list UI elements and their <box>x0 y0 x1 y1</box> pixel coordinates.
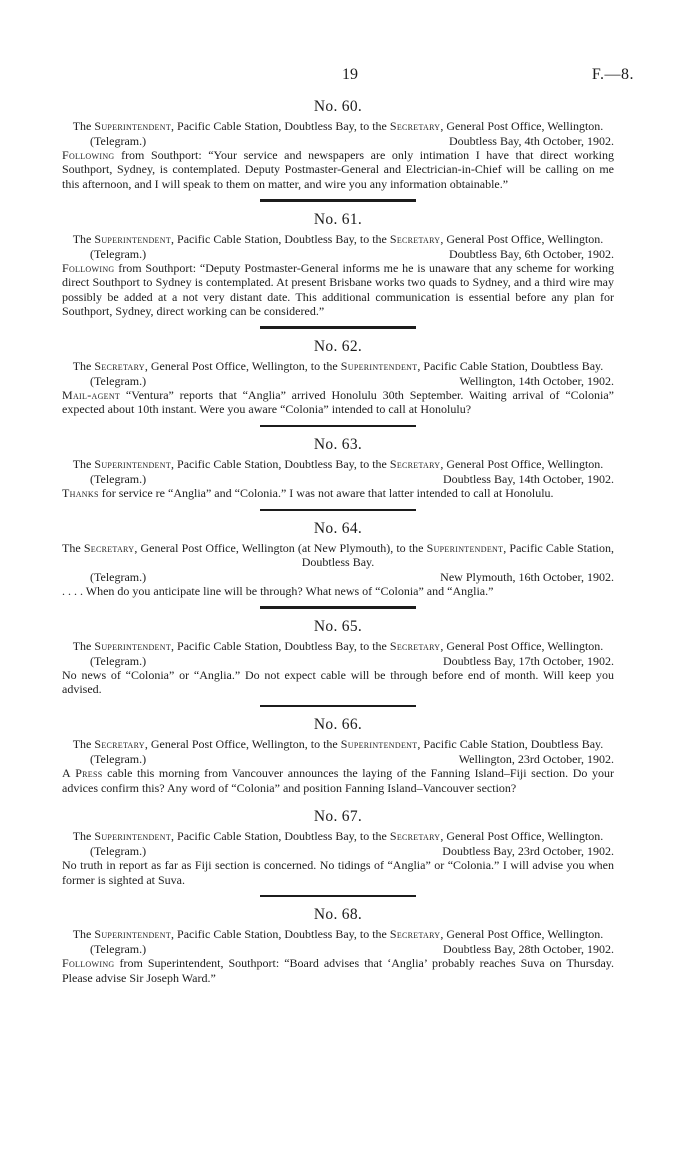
entry-heading <box>62 119 614 133</box>
entry-text: . . . . When do you anticipate line will be through? What news of “Colonia” and “Anglia.” <box>62 584 494 599</box>
heading-suffix: , General Post Office, Wellington. <box>440 231 604 246</box>
entry-place-date: New Plymouth, 16th October, 1902. <box>440 570 614 585</box>
entry-text: No news of “Colonia” or “Anglia.” Do not expect cable will be through before end of month. Will keep you advised. <box>62 667 614 697</box>
entry-text: for service re “Anglia” and “Colonia.” I was not aware that latter intended to call at Honolulu. <box>98 486 554 501</box>
heading-prefix: The <box>72 829 95 844</box>
heading-prefix: The <box>72 638 95 653</box>
telegram-entry <box>62 337 614 427</box>
entry-body <box>62 858 614 887</box>
entry-body <box>62 766 614 795</box>
heading-suffix: , Pacific Cable Station, Doubtless Bay. <box>417 358 604 373</box>
heading-prefix: The <box>72 737 95 752</box>
heading-recipient: Superintendent <box>340 358 418 373</box>
heading-sender: Superintendent <box>94 119 172 133</box>
heading-recipient: Secretary <box>389 927 441 942</box>
entry-lead: Following <box>62 260 115 275</box>
telegram-entry <box>62 519 614 609</box>
heading-middle: , Pacific Cable Station, Doubtless Bay, to the <box>171 457 390 472</box>
entry-body <box>62 668 614 697</box>
heading-recipient: Secretary <box>389 231 441 246</box>
entry-text: from Southport: “Your service and newspapers are only intimation I have that direct working Southport, Sydney, is contemplated. Deputy Postmaster-General and Electrician-in-Chief will be calling on me this afternoon, and I will speak to them on matter, and wire you any information obtainable.” <box>62 148 614 191</box>
entry-kind: (Telegram.) <box>90 134 147 148</box>
entry-number: No. 68. <box>313 906 363 924</box>
entry-lead: A Press <box>62 766 103 781</box>
heading-prefix: The <box>72 457 95 472</box>
entry-place-date: Wellington, 23rd October, 1902. <box>458 752 614 767</box>
entry-heading <box>62 639 614 653</box>
heading-recipient: Superintendent <box>426 541 504 556</box>
heading-prefix: The <box>72 119 95 133</box>
entry-text: from Southport: “Deputy Postmaster-General informs me he is unaware that any scheme for working direct Southport to Sydney is contemplated. At present Brisbane works two quads to Sydney, and a third wire may possibly be added at a not very distant date. This additional communication is essential before any plan for Southport, Sydney, direct working can be considered.” <box>62 260 614 318</box>
entry-heading <box>62 829 614 843</box>
entry-body <box>62 261 614 319</box>
entry-meta <box>62 134 614 148</box>
entry-place-date: Doubtless Bay, 23rd October, 1902. <box>442 844 614 859</box>
section-rule <box>260 606 416 609</box>
heading-recipient: Secretary <box>389 119 441 133</box>
entry-place-date: Doubtless Bay, 6th October, 1902. <box>448 246 614 261</box>
section-spacer <box>62 795 614 807</box>
section-rule <box>260 326 416 329</box>
entry-meta <box>62 752 614 766</box>
heading-sender: Superintendent <box>94 829 172 844</box>
heading-recipient: Secretary <box>389 638 441 653</box>
entry-body <box>62 148 614 191</box>
entry-kind: (Telegram.) <box>90 246 147 261</box>
entry-number: No. 63. <box>313 436 363 454</box>
entry-heading <box>62 232 614 246</box>
entry-lead: Thanks <box>62 486 99 501</box>
section-rule <box>260 199 416 202</box>
heading-suffix: , General Post Office, Wellington. <box>440 119 604 133</box>
heading-recipient: Secretary <box>389 457 441 472</box>
entry-kind: (Telegram.) <box>90 942 147 957</box>
entry-place-date: Doubtless Bay, 28th October, 1902. <box>442 942 614 957</box>
entry-lead: Following <box>62 148 115 162</box>
heading-sender: Superintendent <box>94 927 172 942</box>
entry-body <box>62 584 614 598</box>
entry-kind: (Telegram.) <box>90 653 147 668</box>
heading-middle: , Pacific Cable Station, Doubtless Bay, to the <box>171 119 390 133</box>
page-reference: F.—8. <box>591 66 634 83</box>
telegram-entry <box>62 617 614 707</box>
heading-prefix: The <box>72 231 95 246</box>
heading-suffix: , General Post Office, Wellington. <box>440 927 604 942</box>
entry-number: No. 65. <box>313 617 363 635</box>
heading-suffix: , Pacific Cable Station, Doubtless Bay. <box>301 541 615 570</box>
entry-number: No. 66. <box>313 716 363 734</box>
entry-text: from Superintendent, Southport: “Board advises that ‘Anglia’ probably reaches Suva on Thursday. Please advise Sir Joseph Ward.” <box>62 956 614 985</box>
entry-kind: (Telegram.) <box>90 752 147 767</box>
heading-suffix: , General Post Office, Wellington. <box>440 829 604 844</box>
entry-body <box>62 486 614 500</box>
entry-kind: (Telegram.) <box>90 844 147 859</box>
entry-lead: Following <box>62 956 115 971</box>
heading-sender: Superintendent <box>94 638 172 653</box>
heading-suffix: , Pacific Cable Station, Doubtless Bay. <box>417 737 604 752</box>
entry-text: “Ventura” reports that “Anglia” arrived Honolulu 30th September. Waiting arrival of “Colonia” expected about 10th instant. Were you aware “Colonia” intended to call at Honolulu? <box>62 387 614 417</box>
heading-middle: , General Post Office, Wellington, to the <box>144 358 341 373</box>
entry-place-date: Doubtless Bay, 4th October, 1902. <box>448 134 614 148</box>
page-number: 19 <box>342 66 358 83</box>
telegram-entry <box>62 715 614 807</box>
heading-suffix: , General Post Office, Wellington. <box>440 457 604 472</box>
entry-meta <box>62 247 614 261</box>
heading-sender: Secretary <box>94 737 145 752</box>
entry-lead: Mail-agent <box>62 387 121 402</box>
heading-middle: , General Post Office, Wellington (at New Plymouth), to the <box>134 541 427 556</box>
telegram-entry <box>62 97 614 202</box>
entry-heading <box>62 457 614 471</box>
entry-place-date: Doubtless Bay, 14th October, 1902. <box>442 472 614 487</box>
heading-prefix: The <box>72 358 95 373</box>
entry-heading <box>62 359 614 373</box>
entry-number: No. 64. <box>313 520 363 538</box>
entry-kind: (Telegram.) <box>90 472 147 487</box>
heading-middle: , Pacific Cable Station, Doubtless Bay, to the <box>171 231 390 246</box>
heading-middle: , Pacific Cable Station, Doubtless Bay, to the <box>171 829 390 844</box>
entry-meta <box>62 942 614 956</box>
entry-text: No truth in report as far as Fiji section is concerned. No tidings of “Anglia” or “Colonia.” I will advise you when former is sighted at Suva. <box>62 858 614 887</box>
telegram-list <box>62 97 614 985</box>
entry-number: No. 62. <box>313 337 363 355</box>
entry-kind: (Telegram.) <box>90 373 147 388</box>
heading-suffix: , General Post Office, Wellington. <box>440 638 604 653</box>
section-rule <box>260 895 416 898</box>
heading-sender: Secretary <box>83 541 135 556</box>
entry-text: cable this morning from Vancouver announces the laying of the Fanning Island–Fiji section. Do your advices confirm this? Any word of “Colonia” and position Fanning Island–Vancouver section? <box>62 766 614 795</box>
section-rule <box>260 705 416 708</box>
heading-middle: , General Post Office, Wellington, to the <box>144 737 341 752</box>
entry-place-date: Wellington, 14th October, 1902. <box>459 373 614 388</box>
entry-body <box>62 388 614 417</box>
heading-sender: Superintendent <box>94 457 172 472</box>
heading-prefix: The <box>72 927 95 942</box>
heading-recipient: Superintendent <box>340 737 418 752</box>
entry-heading <box>62 737 614 751</box>
telegram-entry <box>62 807 614 897</box>
entry-meta <box>62 570 614 584</box>
section-rule <box>260 425 416 428</box>
entry-meta <box>62 472 614 486</box>
heading-sender: Secretary <box>94 358 145 373</box>
heading-sender: Superintendent <box>94 231 172 246</box>
entry-kind: (Telegram.) <box>90 570 147 585</box>
section-rule <box>260 509 416 512</box>
entry-meta <box>62 844 614 858</box>
entry-body <box>62 956 614 985</box>
entry-heading <box>62 541 614 569</box>
entry-meta <box>62 374 614 388</box>
telegram-entry <box>62 905 614 985</box>
telegram-entry <box>62 435 614 511</box>
telegram-entry <box>62 210 614 329</box>
heading-middle: , Pacific Cable Station, Doubtless Bay, to the <box>171 638 390 653</box>
heading-recipient: Secretary <box>389 829 441 844</box>
entry-number: No. 67. <box>313 808 363 826</box>
entry-meta <box>62 654 614 668</box>
heading-middle: , Pacific Cable Station, Doubtless Bay, to the <box>171 927 390 942</box>
entry-place-date: Doubtless Bay, 17th October, 1902. <box>442 653 614 668</box>
entry-number: No. 60. <box>313 98 363 115</box>
entry-heading <box>62 927 614 941</box>
heading-prefix: The <box>62 541 84 556</box>
entry-number: No. 61. <box>313 210 363 228</box>
